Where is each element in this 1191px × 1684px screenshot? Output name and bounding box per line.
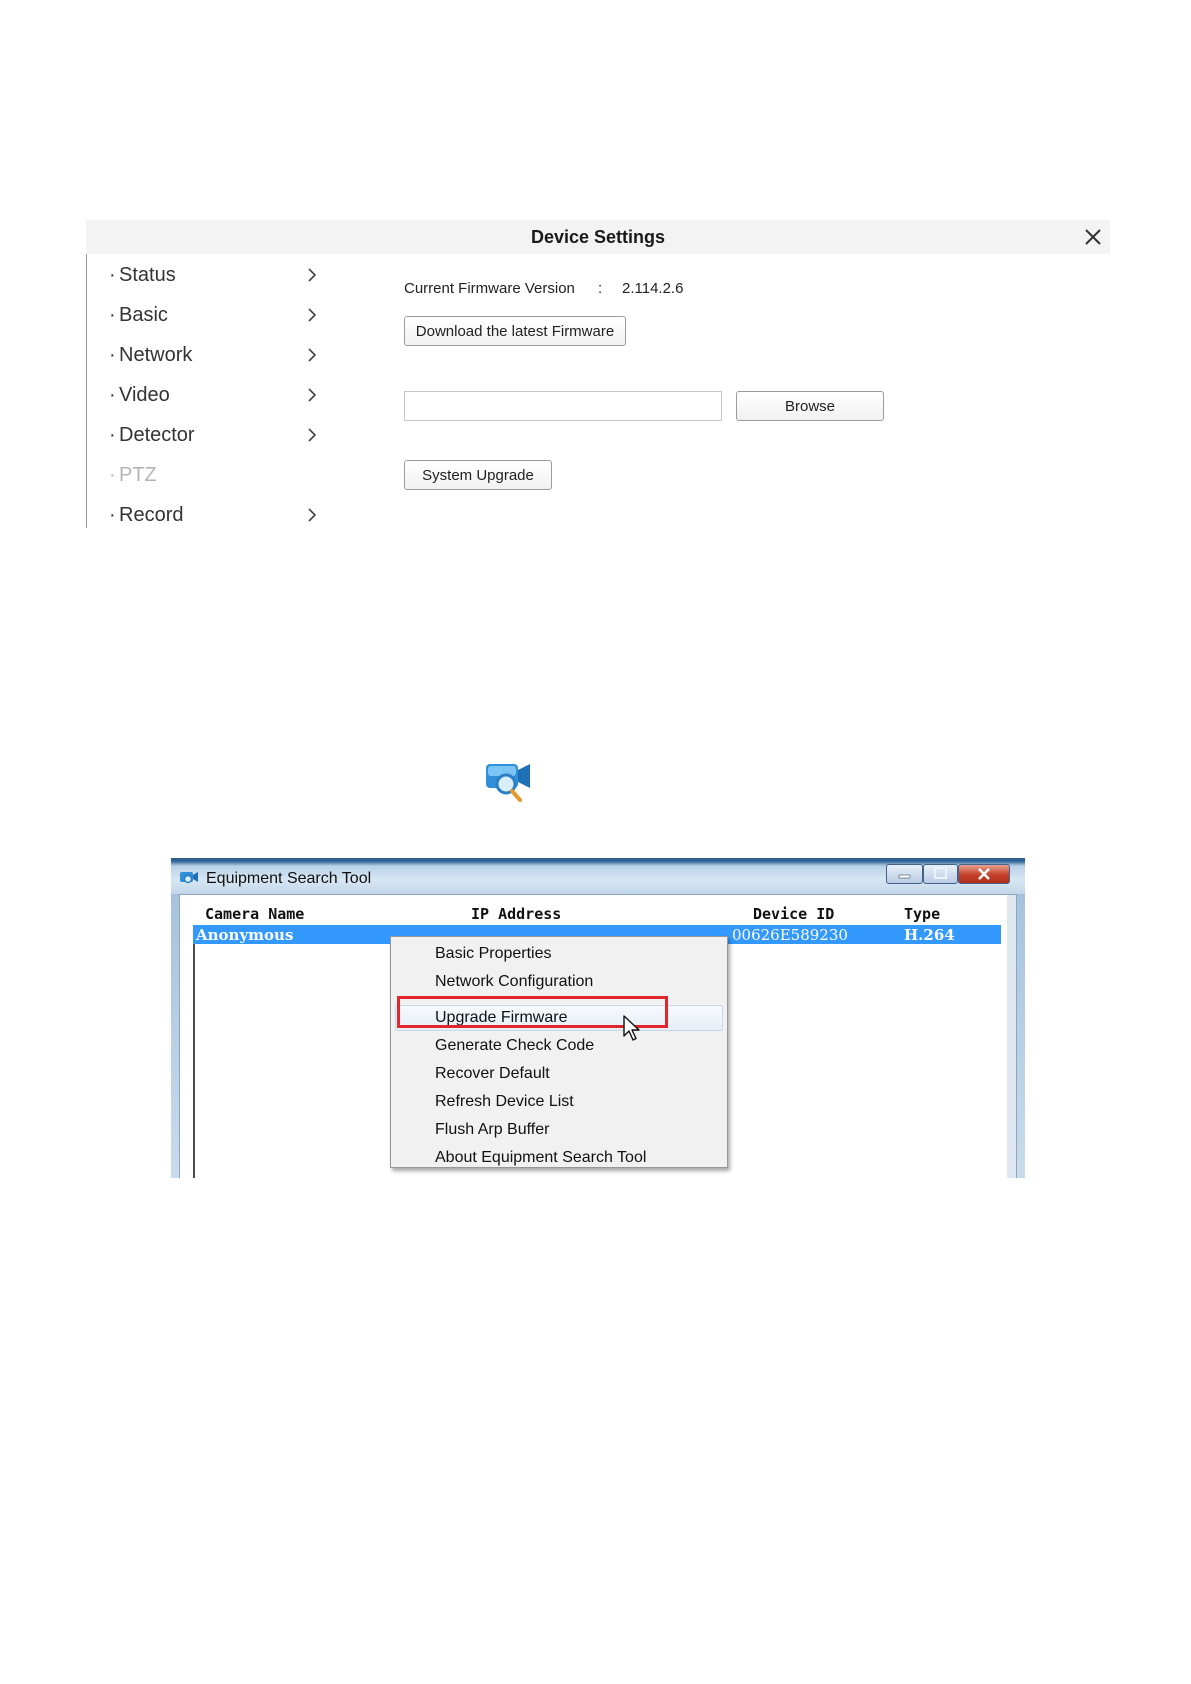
settings-sidebar — [86, 254, 327, 528]
firmware-version-label: Current Firmware Version — [404, 280, 575, 297]
firmware-file-input[interactable] — [404, 391, 722, 421]
chevron-right-icon — [305, 426, 319, 444]
column-header-ip-address[interactable]: IP Address — [471, 905, 562, 923]
menu-item-about[interactable]: About Equipment Search Tool — [435, 1149, 647, 1166]
maximize-icon — [924, 865, 957, 883]
window-title: Equipment Search Tool — [206, 870, 372, 887]
mouse-cursor-icon — [622, 1014, 642, 1042]
device-settings-panel — [86, 220, 1110, 528]
sidebar-item-status[interactable]: · Status — [109, 264, 319, 294]
download-firmware-button[interactable]: Download the latest Firmware — [404, 316, 626, 346]
column-header-device-id[interactable]: Device ID — [753, 905, 835, 923]
sidebar-item-label: Network — [119, 344, 193, 366]
sidebar-item-detector[interactable]: · Detector — [109, 424, 319, 454]
column-header-camera-name[interactable]: Camera Name — [205, 905, 305, 923]
sidebar-item-ptz: · PTZ — [109, 464, 157, 486]
chevron-right-icon — [305, 346, 319, 364]
sidebar-item-label: PTZ — [119, 464, 157, 486]
sidebar-item-label: Video — [119, 384, 170, 406]
maximize-button[interactable] — [923, 864, 958, 884]
column-header-type[interactable]: Type — [904, 905, 941, 923]
menu-item-refresh-device-list[interactable]: Refresh Device List — [435, 1093, 574, 1110]
firmware-version-value: 2.114.2.6 — [622, 280, 684, 297]
cell-camera-name: Anonymous — [196, 926, 294, 944]
menu-item-generate-check-code[interactable]: Generate Check Code — [435, 1037, 595, 1054]
page-title: Device Settings — [530, 227, 666, 247]
sidebar-item-label: Detector — [119, 424, 195, 446]
sidebar-item-basic[interactable]: · Basic — [109, 304, 319, 334]
camera-search-icon — [179, 870, 199, 886]
chevron-right-icon — [305, 306, 319, 324]
cell-type: H.264 — [904, 926, 955, 944]
sidebar-item-network[interactable]: · Network — [109, 344, 319, 374]
sidebar-item-record[interactable]: · Record — [109, 504, 319, 534]
context-menu — [390, 936, 728, 1168]
minimize-button[interactable] — [886, 864, 923, 884]
chevron-right-icon — [305, 386, 319, 404]
browse-button[interactable]: Browse — [736, 391, 884, 421]
close-icon[interactable] — [1082, 226, 1104, 248]
close-icon — [959, 865, 1009, 883]
menu-item-upgrade-firmware[interactable]: Upgrade Firmware — [435, 1009, 568, 1026]
chevron-right-icon — [305, 506, 319, 524]
sidebar-item-video[interactable]: · Video — [109, 384, 319, 414]
sidebar-item-label: Basic — [119, 304, 168, 326]
device-settings-titlebar — [86, 220, 1110, 254]
scrollbar[interactable] — [1007, 895, 1016, 1178]
firmware-version-separator: : — [598, 280, 603, 297]
sidebar-item-label: Status — [119, 264, 176, 286]
chevron-right-icon — [305, 266, 319, 284]
equipment-search-tool-icon — [484, 760, 532, 802]
minimize-icon — [887, 865, 922, 883]
menu-item-basic-properties[interactable]: Basic Properties — [435, 945, 552, 962]
menu-item-network-configuration[interactable]: Network Configuration — [435, 973, 594, 990]
cell-device-id: 00626E589230 — [732, 926, 848, 944]
window-close-button[interactable] — [958, 864, 1010, 884]
system-upgrade-button[interactable]: System Upgrade — [404, 460, 552, 490]
menu-item-recover-default[interactable]: Recover Default — [435, 1065, 550, 1082]
menu-item-flush-arp-buffer[interactable]: Flush Arp Buffer — [435, 1121, 550, 1138]
sidebar-item-label: Record — [119, 504, 184, 526]
